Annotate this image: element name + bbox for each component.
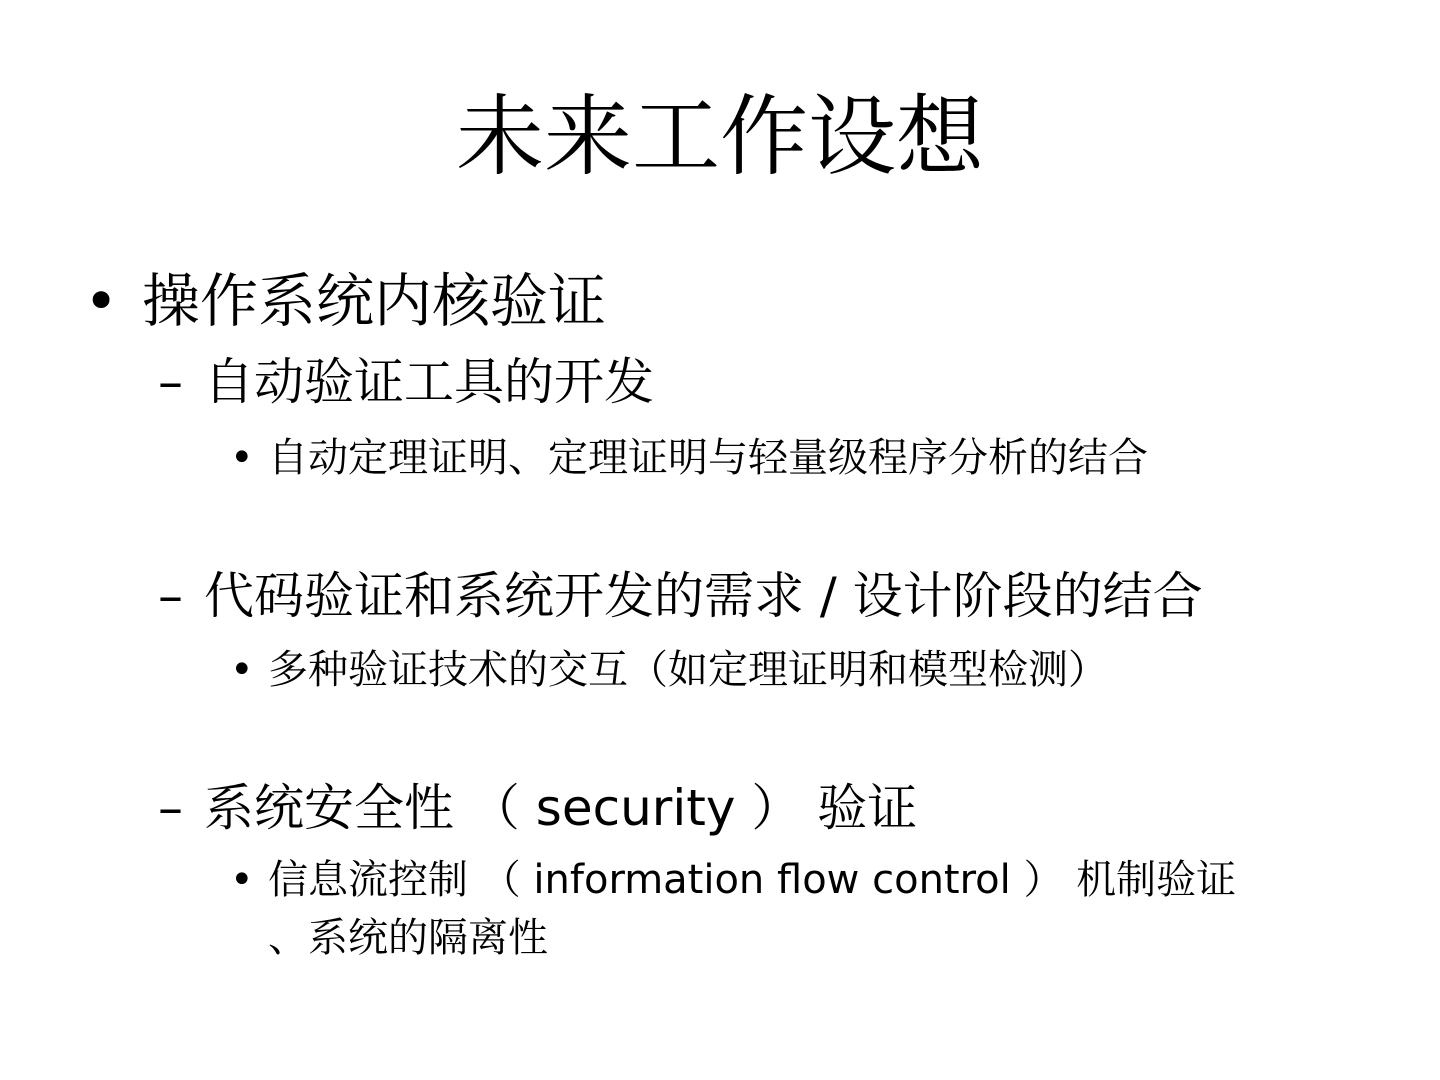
dash-icon: – xyxy=(158,567,183,625)
bullet-icon: • xyxy=(84,267,119,335)
dash-icon: – xyxy=(158,353,183,411)
bullet-text: 操作系统内核验证 xyxy=(142,267,607,335)
dash-item-text: 自动验证工具的开发 xyxy=(204,353,654,411)
slide-title: 未来工作设想 xyxy=(455,85,984,188)
bullet-item-level3 xyxy=(230,642,1410,698)
bullet-icon: • xyxy=(230,647,254,693)
dash-icon: – xyxy=(158,779,183,837)
dash-item-level2 xyxy=(158,776,1418,840)
dash-item-level2 xyxy=(158,564,1418,628)
bullet-item-level3 xyxy=(230,430,1410,486)
bullet-text: 多种验证技术的交互（如定理证明和模型检测） xyxy=(268,647,1108,693)
bullet-item-level3 xyxy=(230,852,1410,968)
bullet-icon: • xyxy=(230,435,254,481)
bullet-text-line2: 、系统的隔离性 xyxy=(268,915,548,961)
dash-item-text: 系统安全性 （ security ） 验证 xyxy=(204,779,918,837)
dash-item-text: 代码验证和系统开发的需求 / 设计阶段的结合 xyxy=(204,567,1203,625)
bullet-icon: • xyxy=(230,857,254,903)
bullet-item-level1 xyxy=(84,264,1384,338)
bullet-text-line1: 信息流控制 （ information flow control ） 机制验证 xyxy=(268,857,1237,903)
dash-item-level2 xyxy=(158,350,1418,414)
bullet-text: 自动定理证明、定理证明与轻量级程序分析的结合 xyxy=(268,435,1148,481)
